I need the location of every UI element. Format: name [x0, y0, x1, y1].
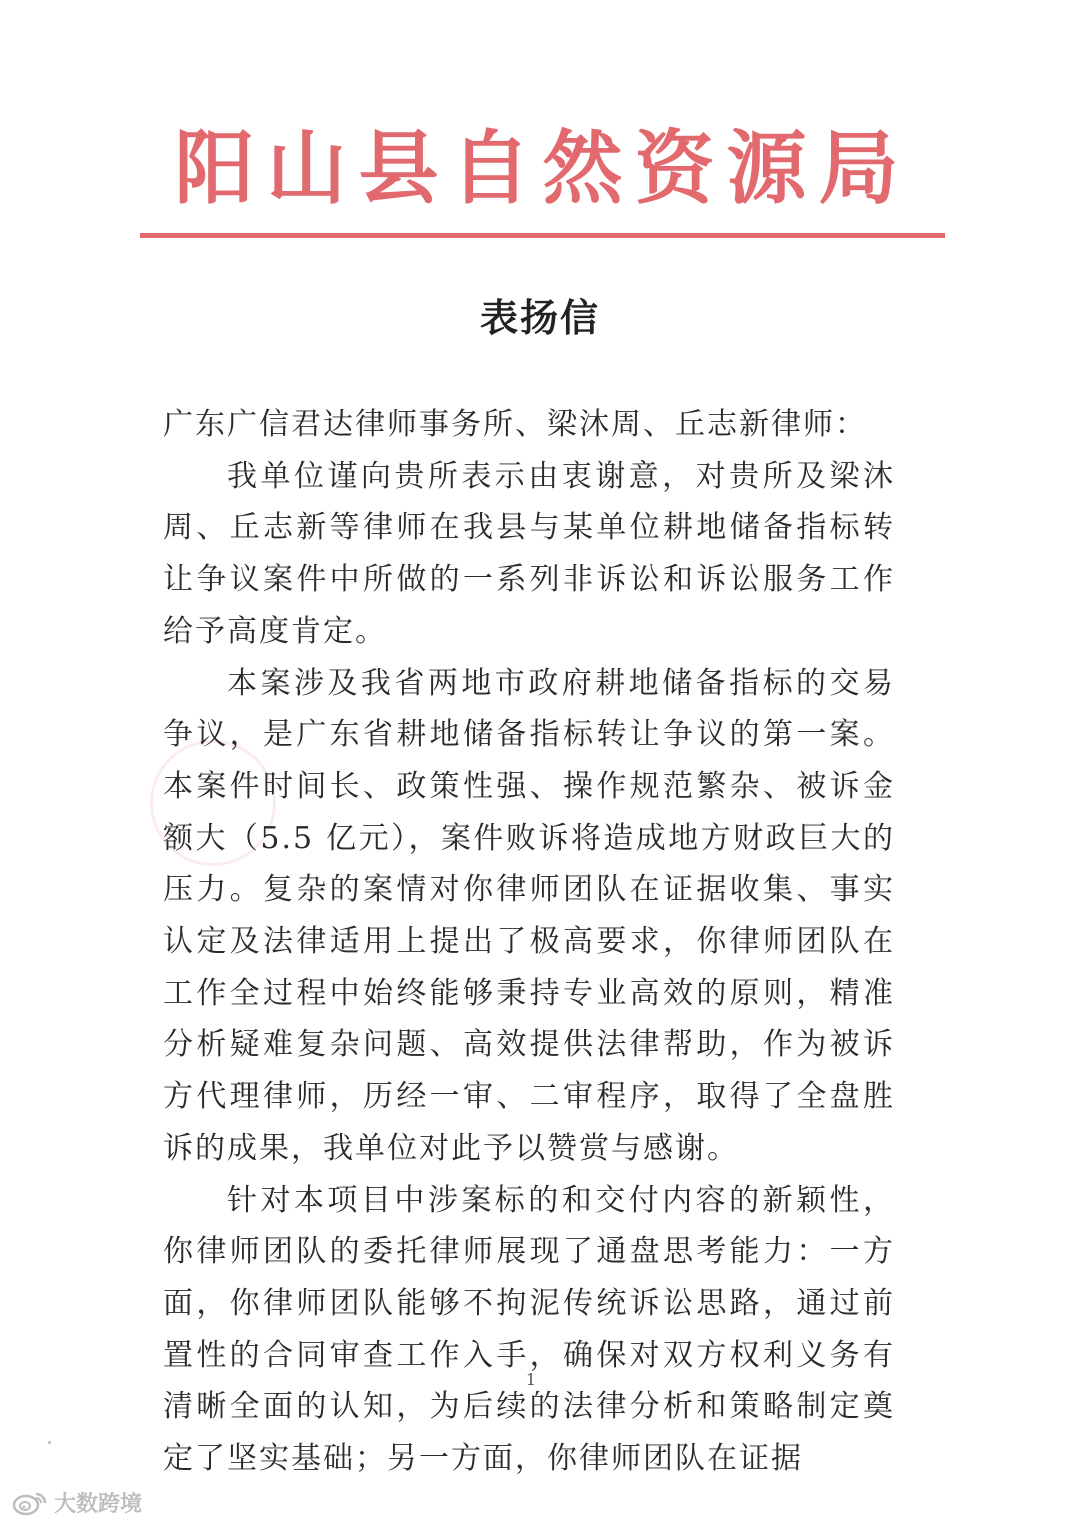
letterhead-title: 阳山县自然资源局 [174, 121, 911, 215]
weibo-logo-icon [12, 1490, 48, 1516]
document-title: 表扬信 [479, 295, 600, 340]
page-number: 1 [525, 1370, 537, 1389]
watermark [12, 1487, 142, 1518]
salutation: 广东广信君达律师事务所、梁沐周、丘志新律师： [163, 407, 867, 442]
letter-body [163, 399, 895, 1485]
paragraph: 本案涉及我省两地市政府耕地储备指标的交易争议，是广东省耕地储备指标转让争议的第一案。本案件时间长、政策性强、操作规范繁杂、被诉金额大（5.5 亿元），案件败诉将造成地方财政巨大的压力。复杂的案情对你律师团队在证据收集、事实认定及法律适用上提出了极高要求，你律师团队在工作全过程中始终能够秉持专业高效的原则，精准分析疑难复杂问题、高效提供法律帮助，作为被诉方代理律师，历经一审、二审程序，取得了全盘胜诉的成果，我单位对此予以赞赏与感谢。 [163, 665, 895, 1166]
letterhead-divider [140, 233, 945, 238]
paragraph: 我单位谨向贵所表示由衷谢意，对贵所及梁沐周、丘志新等律师在我县与某单位耕地储备指标转让争议案件中所做的一系列非诉讼和诉讼服务工作给予高度肯定。 [163, 458, 895, 649]
scan-speck [48, 1441, 51, 1444]
paragraph: 针对本项目中涉案标的和交付内容的新颖性，你律师团队的委托律师展现了通盘思考能力：一方面，你律师团队能够不拘泥传统诉讼思路，通过前置性的合同审查工作入手，确保对双方权利义务有清晰全面的认知，为后续的法律分析和策略制定奠定了坚实基础；另一方面，你律师团队在证据 [163, 1182, 895, 1477]
watermark-text: 大数跨境 [54, 1492, 143, 1517]
